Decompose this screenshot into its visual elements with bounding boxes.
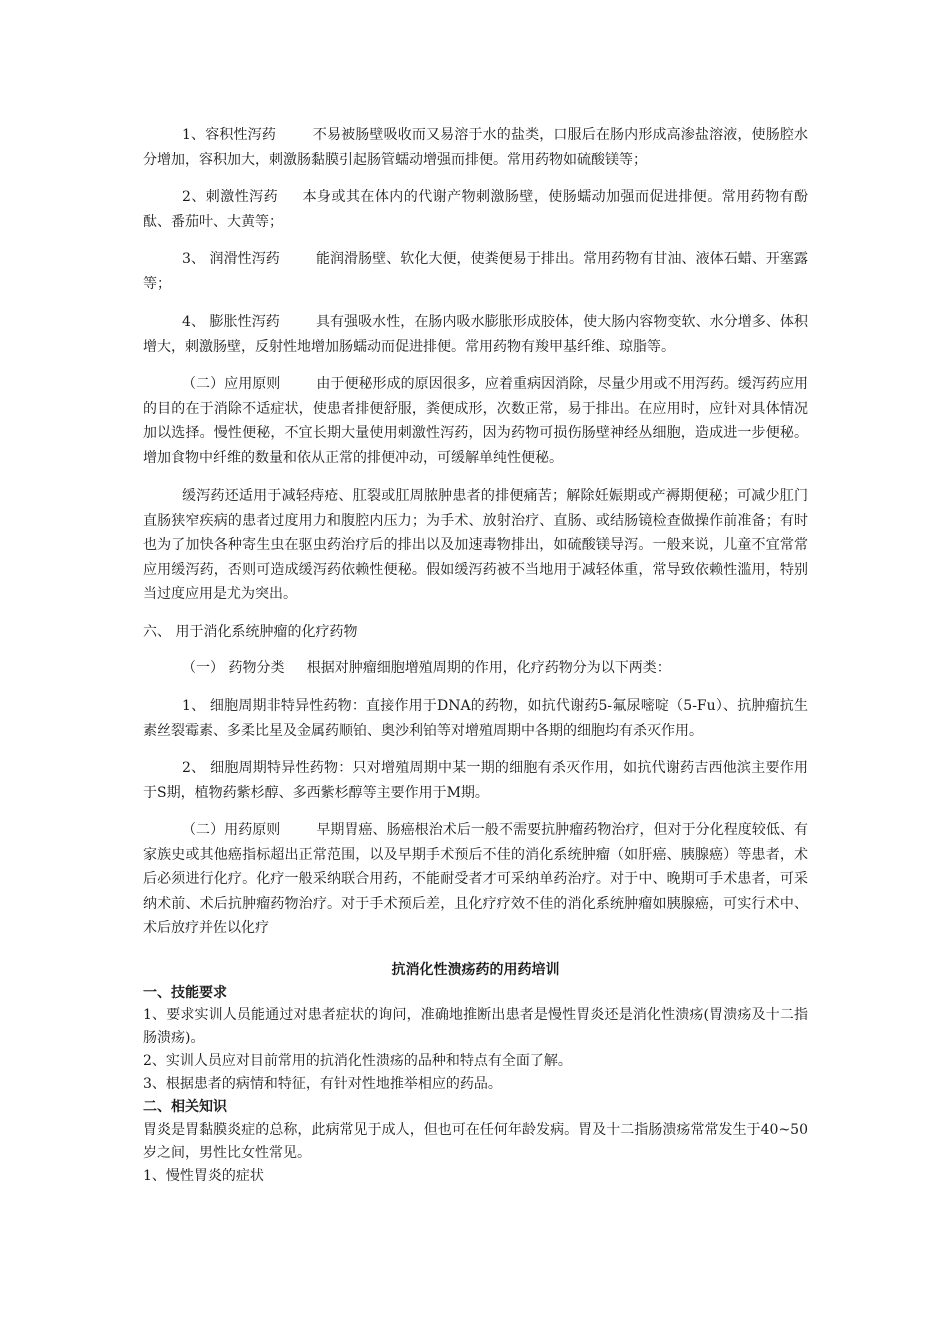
paragraph-chemo-principle — [143, 818, 808, 941]
item-text: 本身或其在体内的代谢产物刺激肠壁，使肠蠕动加强而促进排便。常用药物有酚酞、番茄叶、大黄等； — [143, 189, 808, 230]
skill-item: 1、要求实训人员能通过对患者症状的询问，准确地推断出患者是慢性胃炎还是消化性溃疡(胃溃疡及十二指肠溃疡)。 — [143, 1007, 808, 1046]
paragraph-laxative-uses — [143, 484, 808, 607]
paragraph-chemo-classification — [143, 656, 808, 681]
item-label: 4、 膨胀性泻药 — [182, 314, 280, 330]
section-text: 由于便秘形成的原因很多，应着重病因消除，尽量少用或不用泻药。缓泻药应用的目的在于消除不适症状，使患者排便舒服，粪便成形，次数正常，易于排出。在应用时，应针对具体情况加以选择。慢性便秘，不宜长期大量使用刺激性泻药，因为药物可损伤肠壁神经丛细胞，造成进一步便秘。增加食物中纤维的数量和依从正常的排便冲动，可缓解单纯性便秘。 — [143, 376, 809, 466]
section-text: 根据对肿瘤细胞增殖周期的作用，化疗药物分为以下两类： — [306, 660, 671, 676]
knowledge-heading: 二、相关知识 — [143, 1099, 227, 1115]
item-label: 1、 细胞周期非特异性药物： — [182, 698, 367, 714]
skill-item: 2、实训人员应对目前常用的抗消化性溃疡的品种和特点有全面了解。 — [143, 1053, 572, 1069]
subheading-chronic-gastritis: 1、慢性胃炎的症状 — [143, 1168, 264, 1184]
paragraph-bulk-laxative — [143, 123, 808, 172]
item-text: 能润滑肠壁、软化大便，使粪便易于排出。常用药物有甘油、液体石蜡、开塞露等； — [143, 251, 808, 292]
knowledge-paragraph: 胃炎是胃黏膜炎症的总称，此病常见于成人，但也可在任何年龄发病。胃及十二指肠溃疡常常发生于40~50岁之间，男性比女性常见。 — [143, 1122, 808, 1161]
section-text: 缓泻药还适用于减轻痔疮、肛裂或肛周脓肿患者的排便痛苦；解除妊娠期或产褥期便秘；可减少肛门直肠狭窄疾病的患者过度用力和腹腔内压力；为手术、放射治疗、直肠、或结肠镜检查做操作前准备；有时也为了加快各种寄生虫在驱虫药治疗后的排出以及加速毒物排出，如硫酸镁导泻。一般来说，儿童不宜常常应用缓泻药，否则可造成缓泻药依赖性便秘。假如缓泻药被不当地用于减轻体重，常导致依赖性滥用，特别当过度应用是尤为突出。 — [143, 488, 808, 602]
item-label: 2、 细胞周期特异性药物： — [182, 760, 353, 776]
item-text: 不易被肠壁吸收而又易溶于水的盐类，口服后在肠内形成高渗盐溶液，使肠腔水分增加，容积加大，刺激肠黏膜引起肠管蠕动增强而排便。常用药物如硫酸镁等； — [143, 127, 808, 168]
item-text: 只对增殖周期中某一期的细胞有杀灭作用，如抗代谢药吉西他滨主要作用于S期，植物药紫杉醇、多西紫杉醇等主要作用于M期。 — [143, 760, 809, 801]
paragraph-application-principle — [143, 372, 808, 470]
paragraph-cell-cycle-nonspecific — [143, 694, 808, 743]
section-label: （二）应用原则 — [182, 376, 281, 392]
item-label: 3、 润滑性泻药 — [182, 251, 280, 267]
section-label: （二）用药原则 — [182, 822, 281, 838]
section-text: 早期胃癌、肠癌根治术后一般不需要抗肿瘤药物治疗，但对于分化程度较低、有家族史或其他癌指标超出正常范围，以及早期手术预后不佳的消化系统肿瘤（如肝癌、胰腺癌）等患者，术后必须进行化疗。化疗一般采纳联合用药，不能耐受者才可采纳单药治疗。对于中、晚期可手术患者，可采纳术前、术后抗肿瘤药物治疗。对于手术预后差，且化疗疗效不佳的消化系统肿瘤如胰腺癌，可实行术中、术后放疗并佐以化疗 — [143, 822, 809, 936]
item-label: 2、刺激性泻药 — [182, 189, 279, 205]
item-text: 具有强吸水性，在肠内吸水膨胀形成胶体，使大肠内容物变软、水分增多、体积增大，刺激肠壁，反射性地增加肠蠕动而促进排便。常用药物有羧甲基纤维、琼脂等。 — [143, 314, 808, 355]
training-title: 抗消化性溃疡药的用药培训 — [391, 962, 560, 978]
paragraph-bulk-forming-laxative — [143, 310, 808, 359]
paragraph-cell-cycle-specific — [143, 756, 808, 805]
paragraph-stimulant-laxative — [143, 185, 808, 234]
chemo-heading: 六、 用于消化系统肿瘤的化疗药物 — [143, 624, 358, 640]
paragraph-lubricant-laxative — [143, 247, 808, 296]
skills-heading: 一、技能要求 — [143, 985, 227, 1001]
skill-item: 3、根据患者的病情和特征，有针对性地推举相应的药品。 — [143, 1076, 502, 1092]
section-label: （一） 药物分类 — [182, 660, 285, 676]
item-label: 1、容积性泻药 — [182, 127, 276, 143]
item-text: 直接作用于DNA的药物，如抗代谢药5-氟尿嘧啶（5-Fu）、抗肿瘤抗生素丝裂霉素、多柔比星及金属药顺铂、奥沙利铂等对增殖周期中各期的细胞均有杀灭作用。 — [143, 698, 809, 739]
